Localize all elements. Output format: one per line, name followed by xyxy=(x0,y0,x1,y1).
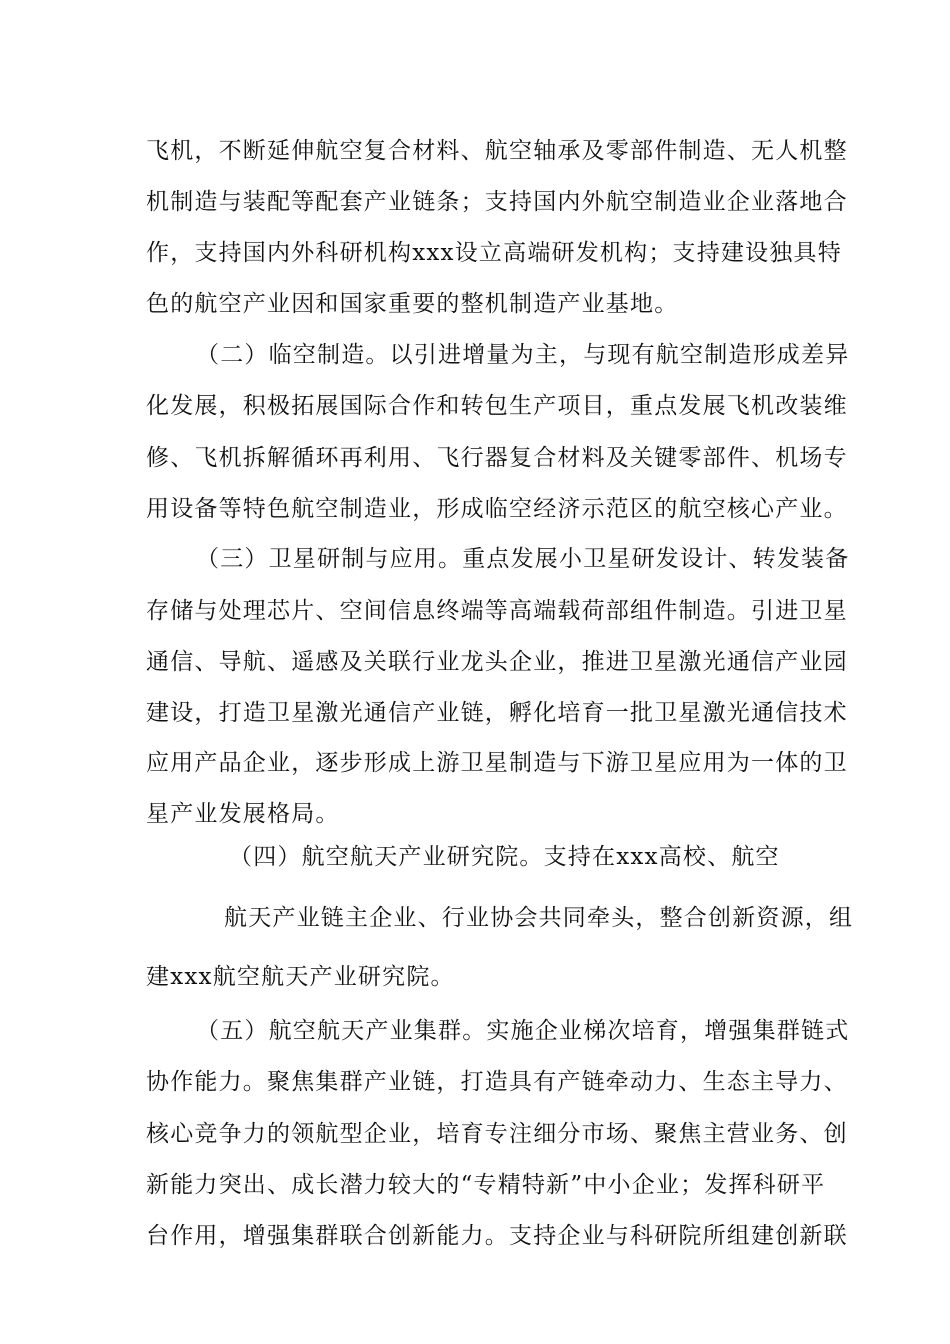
text-line: 飞机，不断延伸航空复合材料、航空轴承及零部件制造、无人机整 xyxy=(146,138,848,164)
text-line: 修、飞机拆解循环再利用、飞行器复合材料及关键零部件、机场专 xyxy=(146,445,848,471)
text-line: 协作能力。聚焦集群产业链，打造具有产链牵动力、生态主导力、 xyxy=(146,1069,848,1095)
text-line: 机制造与装配等配套产业链条；支持国内外航空制造业企业落地合 xyxy=(146,189,848,215)
text-line: 色的航空产业因和国家重要的整机制造产业基地。 xyxy=(146,291,679,317)
text-line: 通信、导航、遥感及关联行业龙头企业，推进卫星激光通信产业园 xyxy=(146,649,848,675)
text-line: 作，支持国内外科研机构xxx设立高端研发机构；支持建设独具特 xyxy=(146,240,842,266)
text-line: 台作用，增强集群联合创新能力。支持企业与科研院所组建创新联 xyxy=(146,1223,848,1249)
text-line: 化发展，积极拓展国际合作和转包生产项目，重点发展飞机改装维 xyxy=(146,393,848,419)
text-line: 星产业发展格局。 xyxy=(146,801,340,827)
text-line: 航天产业链主企业、行业协会共同牵头，整合创新资源，组 xyxy=(224,905,854,931)
text-line: 用设备等特色航空制造业，形成临空经济示范区的航空核心产业。 xyxy=(146,496,848,522)
text-line: （三）卫星研制与应用。重点发展小卫星研发设计、转发装备 xyxy=(196,546,850,572)
text-line: （五）航空航天产业集群。实施企业梯次培育，增强集群链式 xyxy=(196,1018,850,1044)
text-line: 建设，打造卫星激光通信产业链，孵化培育一批卫星激光通信技术 xyxy=(146,700,848,726)
text-line: （四）航空航天产业研究院。支持在xxx高校、航空 xyxy=(229,844,780,870)
text-line: 建xxx航空航天产业研究院。 xyxy=(146,964,455,990)
text-line: 新能力突出、成长潜力较大的“专精特新”中小企业；发挥科研平 xyxy=(146,1172,826,1198)
text-line: 存储与处理芯片、空间信息终端等高端载荷部组件制造。引进卫星 xyxy=(146,598,848,624)
text-line: 核心竞争力的领航型企业，培育专注细分市场、聚焦主营业务、创 xyxy=(146,1121,848,1147)
text-line: （二）临空制造。以引进增量为主，与现有航空制造形成差异 xyxy=(196,342,850,368)
text-line: 应用产品企业，逐步形成上游卫星制造与下游卫星应用为一体的卫 xyxy=(146,750,848,776)
